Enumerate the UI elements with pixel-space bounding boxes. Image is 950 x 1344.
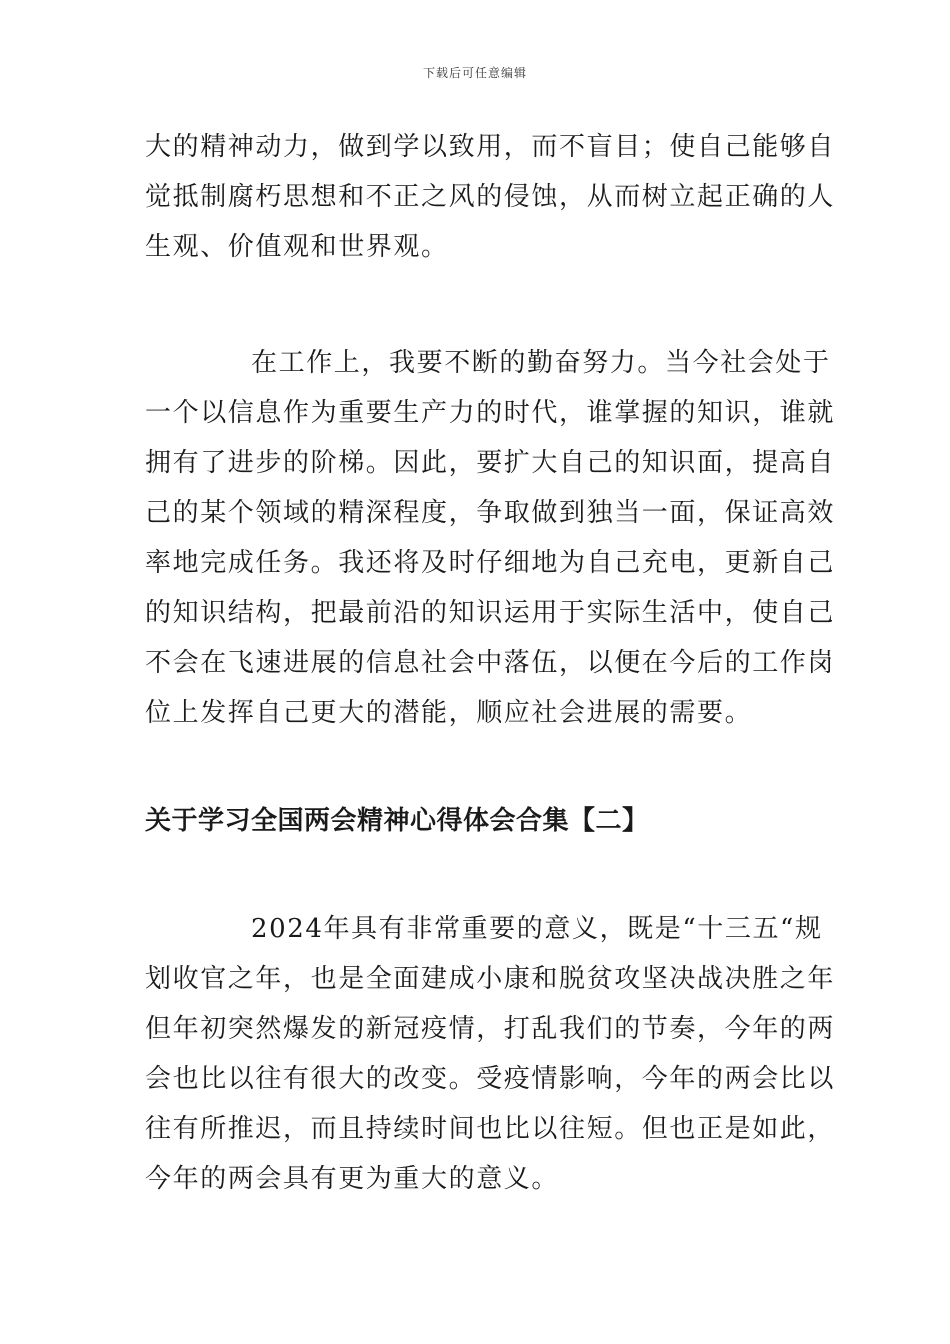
text-line: 划收官之年，也是全面建成小康和脱贫攻坚决战决胜之年: [145, 964, 836, 994]
text-line: 己的某个领域的精深程度，争取做到独当一面，保证高效: [145, 498, 836, 528]
document-body: [145, 122, 836, 1204]
text-line: 今年的两会具有更为重大的意义。: [145, 1164, 560, 1194]
section-heading: 关于学习全国两会精神心得体会合集【二】: [145, 806, 649, 836]
text-line: 但年初突然爆发的新冠疫情，打乱我们的节奏，今年的两: [145, 1014, 836, 1044]
text-line: 一个以信息作为重要生产力的时代，谁掌握的知识，谁就: [145, 398, 836, 428]
text-line: 觉抵制腐朽思想和不正之风的侵蚀，从而树立起正确的人: [145, 182, 836, 212]
text-line: 拥有了进步的阶梯。因此，要扩大自己的知识面，提高自: [145, 448, 836, 478]
text-line: 的知识结构，把最前沿的知识运用于实际生活中，使自己: [145, 598, 836, 628]
text-line: 会也比以往有很大的改变。受疫情影响，今年的两会比以: [145, 1064, 836, 1094]
paragraph-work: [145, 338, 836, 738]
text-line: 大的精神动力，做到学以致用，而不盲目；使自己能够自: [145, 132, 836, 162]
text-line: 2024年具有非常重要的意义，既是“十三五“规: [251, 914, 823, 944]
paragraph-continuation: [145, 122, 836, 272]
text-line: 不会在飞速进展的信息社会中落伍，以便在今后的工作岗: [145, 648, 836, 678]
text-line: 生观、价值观和世界观。: [145, 232, 449, 262]
text-line: 往有所推迟，而且持续时间也比以往短。但也正是如此，: [145, 1114, 836, 1144]
text-line: 位上发挥自己更大的潜能，顺应社会进展的需要。: [145, 698, 753, 728]
page-header-note: 下载后可任意编辑: [422, 66, 527, 80]
text-line: 率地完成任务。我还将及时仔细地为自己充电，更新自己: [145, 548, 836, 578]
paragraph-2024: [145, 904, 836, 1204]
text-line: 在工作上，我要不断的勤奋努力。当今社会处于: [251, 348, 831, 378]
